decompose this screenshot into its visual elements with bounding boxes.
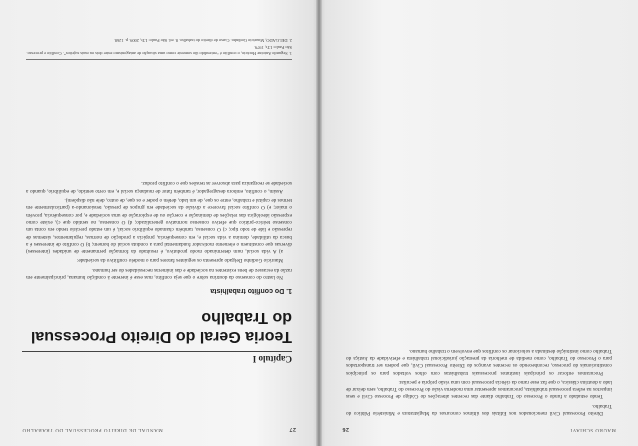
- paragraph: Mauricio Godinho Delgado apresenta os seguintes fatores para o modelo conflitivo da sociedade:: [76, 257, 283, 264]
- footnotes: [26, 36, 292, 60]
- paragraph: Tendo estudado a fundo o Processo do Trabalho diante das recentes alterações do Código de Processo Civil e seus impactos na esfera processual trabalhista, procuramos apresentar uma moderna visão do Processo do Trabalho, sem deixar de lado a doutrina clássica, o que faz esse ramo da ciência processual com uma visão própria e peculiar.: [346, 378, 612, 400]
- running-head: [22, 426, 296, 432]
- paragraph: a) A vida social, num determinado modo produtivo, é resultado da formação permanente de unidades (interesses) diversas que constituem o elemento motivador fundamental para a conduta social do homem; b) O conflito de interesses é a busca da utilidade, domina a vida social e, em consequência, propicia a produção de normas, regulamentos, sistemas de repressão e lide de todo tipo; c) O consenso, também chamado equilíbrio social, é um estado precário tendo em conta um consenso teórico-prático que efetivo consenso normativo generalizado; d) O consenso, no sentido que c), existe como expressão ideológica das relações de dominação e coerção ou de exploração de uma sociedade e, por consequência, provém o maior; e) O conflito social favorece a divisão da sociedade em grupos de pressão, tensionando-a (particularmente em termos de capital e trabalho, entre os que, de um lado, detêm o poder e os que, de outro, dele não dispõem).: [26, 197, 292, 255]
- paragraph: Procuramos enfocar os principais institutos processuais trabalhistas com olhos voltados para os princípios constitucionais do processo, reconhecendo os recentes avanços do Direito Processual Civil, que podem ser transportados para o Processo do Trabalho, como medida de melhoria da prestação jurisdicional trabalhista e efetividade da Justiça do Trabalho como instituição destinada a solucionar os conflitos que envolvem o trabalho humano.: [346, 347, 612, 376]
- chapter-label: Capítulo I: [22, 351, 292, 364]
- paragraph: Assim, o conflito, embora desagregador, é também fator de mudança social e, em certo sentido, de equilíbrio, quando a sociedade se reorganiza para absorver as tensões que o conflito produz.: [26, 180, 292, 194]
- paragraph: No lastro do consenso da doutrina sobre o que seja conflito, mas esse é inerente à condição humana, principalmente em razão da escassez de bens existentes na sociedade e das inúmeras necessidades do ser humano.: [26, 266, 292, 280]
- page-number: 26: [342, 426, 349, 432]
- running-head-title: MANUAL DE DIREITO PROCESSUAL DO TRABALHO: [22, 427, 163, 432]
- page-number: 27: [289, 426, 296, 432]
- right-page: [320, 0, 638, 446]
- left-page-content: [0, 0, 318, 446]
- running-head: [342, 426, 616, 432]
- chapter-title: Teoria Geral do Direito Processual do Trabalho: [30, 309, 292, 345]
- left-page: [0, 0, 318, 446]
- body-text: [26, 177, 292, 280]
- footnote: 1. Segundo Antoine Horácio, o conflito é “entendido tão somente como uma situação de antagonismo entre dois ou mais sujeitos”. Conflito e processo. São Paulo: LTr, 1979.: [26, 45, 292, 56]
- running-head-title: MAURO SCHIAVI: [570, 427, 616, 432]
- section-title: 1. Do conflito trabalhista: [210, 287, 292, 294]
- footnote: 2. DELGADO, Mauricio Godinho. Curso de direito do trabalho. 8. ed. São Paulo: LTr, 2009. p. 1268.: [113, 38, 292, 43]
- body-text: [346, 344, 612, 416]
- paragraph: Direito Processual Civil mencionados nos Editais dos últimos concursos da Magistratura e Ministério Público do Trabalho.: [346, 402, 612, 416]
- right-page-content: [320, 0, 638, 446]
